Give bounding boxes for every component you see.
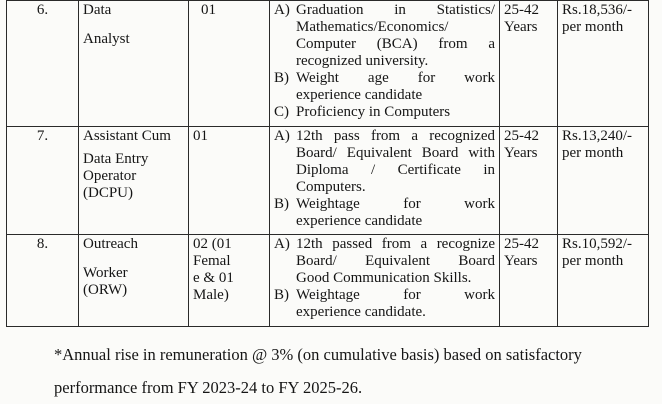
salary — [558, 127, 649, 235]
qualification-label: B) — [274, 70, 289, 86]
qualification-item — [274, 236, 495, 287]
salary-line: per month — [562, 145, 624, 161]
footnote-line: performance from FY 2023-24 to FY 2025-26. — [54, 378, 363, 397]
salary — [558, 235, 649, 327]
vacancy-line: Male) — [193, 287, 229, 303]
qualification-label: C) — [274, 104, 289, 120]
post-name-line: (DCPU) — [83, 185, 134, 201]
salary-line: Rs.13,240/- — [562, 128, 633, 144]
post-name — [79, 235, 189, 327]
remuneration-footnote — [54, 338, 654, 404]
qualification-line: Board/ Equivalent Board with — [296, 145, 495, 161]
age-limit — [500, 1, 558, 127]
age-line: 25-42 — [504, 236, 539, 252]
table-row — [7, 1, 649, 127]
qualification-line: Computers. — [296, 179, 366, 195]
qualification-line: Proficiency in Computers — [296, 104, 451, 120]
qualification-line: Computer (BCA) from a — [296, 36, 495, 52]
posts-table — [6, 0, 649, 327]
post-name-line: (ORW) — [83, 282, 128, 298]
salary-line: Rs.18,536/- — [562, 2, 633, 18]
post-name-line: Analyst — [83, 31, 130, 47]
qualifications — [270, 1, 500, 127]
post-name-line: Outreach — [83, 236, 138, 252]
qualifications — [270, 127, 500, 235]
qualification-line: 12th passed from a recognize — [296, 236, 495, 252]
qualification-line: Graduation in Statistics/ — [296, 2, 495, 18]
post-name — [79, 1, 189, 127]
qualification-line: experience candidate. — [296, 304, 426, 320]
age-line: 25-42 — [504, 2, 539, 18]
post-name-line: Operator — [83, 168, 137, 184]
qualification-label: B) — [274, 196, 289, 212]
post-name — [79, 127, 189, 235]
salary-line: per month — [562, 253, 624, 269]
qualification-line: Mathematics/Economics/ — [296, 19, 449, 35]
post-name-line: Worker — [83, 265, 128, 281]
age-line: 25-42 — [504, 128, 539, 144]
vacancy-count — [189, 127, 270, 235]
salary — [558, 1, 649, 127]
vacancy-line: e & 01 — [193, 270, 234, 286]
age-line: Years — [504, 253, 538, 269]
qualification-label: A) — [274, 128, 290, 144]
age-limit — [500, 235, 558, 327]
qualifications — [270, 235, 500, 327]
qualification-line: Weight age for work — [296, 70, 495, 86]
qualification-line: Diploma / Certificate in — [296, 162, 495, 178]
age-line: Years — [504, 145, 538, 161]
age-limit — [500, 127, 558, 235]
table-row — [7, 127, 649, 235]
qualification-line: Weightage for work — [296, 287, 495, 303]
serial-number: 8. — [7, 235, 79, 327]
vacancy-line: Femal — [193, 253, 231, 269]
qualification-line: recognized university. — [296, 53, 429, 69]
vacancy-count — [189, 235, 270, 327]
qualification-line: experience candidate — [296, 87, 423, 103]
qualification-line: Board/ Equivalent Board — [296, 253, 495, 269]
qualification-label: A) — [274, 2, 290, 18]
post-name-line: Data Entry — [83, 151, 149, 167]
qualification-item — [274, 70, 495, 104]
qualification-item — [274, 2, 495, 70]
vacancy-line: 01 — [201, 2, 216, 18]
qualification-line: 12th pass from a recognized — [296, 128, 495, 144]
qualification-label: A) — [274, 236, 290, 252]
age-line: Years — [504, 19, 538, 35]
serial-number: 6. — [7, 1, 79, 127]
qualification-item — [274, 128, 495, 196]
qualification-line: Weightage for work — [296, 196, 495, 212]
footnote-line: *Annual rise in remuneration @ 3% (on cumulative basis) based on satisfactory — [54, 345, 582, 364]
table-row — [7, 235, 649, 327]
qualification-line: Good Communication Skills. — [296, 270, 472, 286]
vacancy-line: 02 (01 — [193, 236, 232, 252]
qualification-line: experience candidate — [296, 213, 423, 229]
qualification-item — [274, 196, 495, 230]
vacancy-count — [189, 1, 270, 127]
post-name-line: Data — [83, 2, 112, 18]
salary-line: Rs.10,592/- — [562, 236, 633, 252]
salary-line: per month — [562, 19, 624, 35]
serial-number: 7. — [7, 127, 79, 235]
vacancy-line: 01 — [193, 128, 208, 144]
post-name-line: Assistant Cum — [83, 128, 171, 144]
qualification-item — [274, 104, 495, 121]
qualification-item — [274, 287, 495, 321]
qualification-label: B) — [274, 287, 289, 303]
